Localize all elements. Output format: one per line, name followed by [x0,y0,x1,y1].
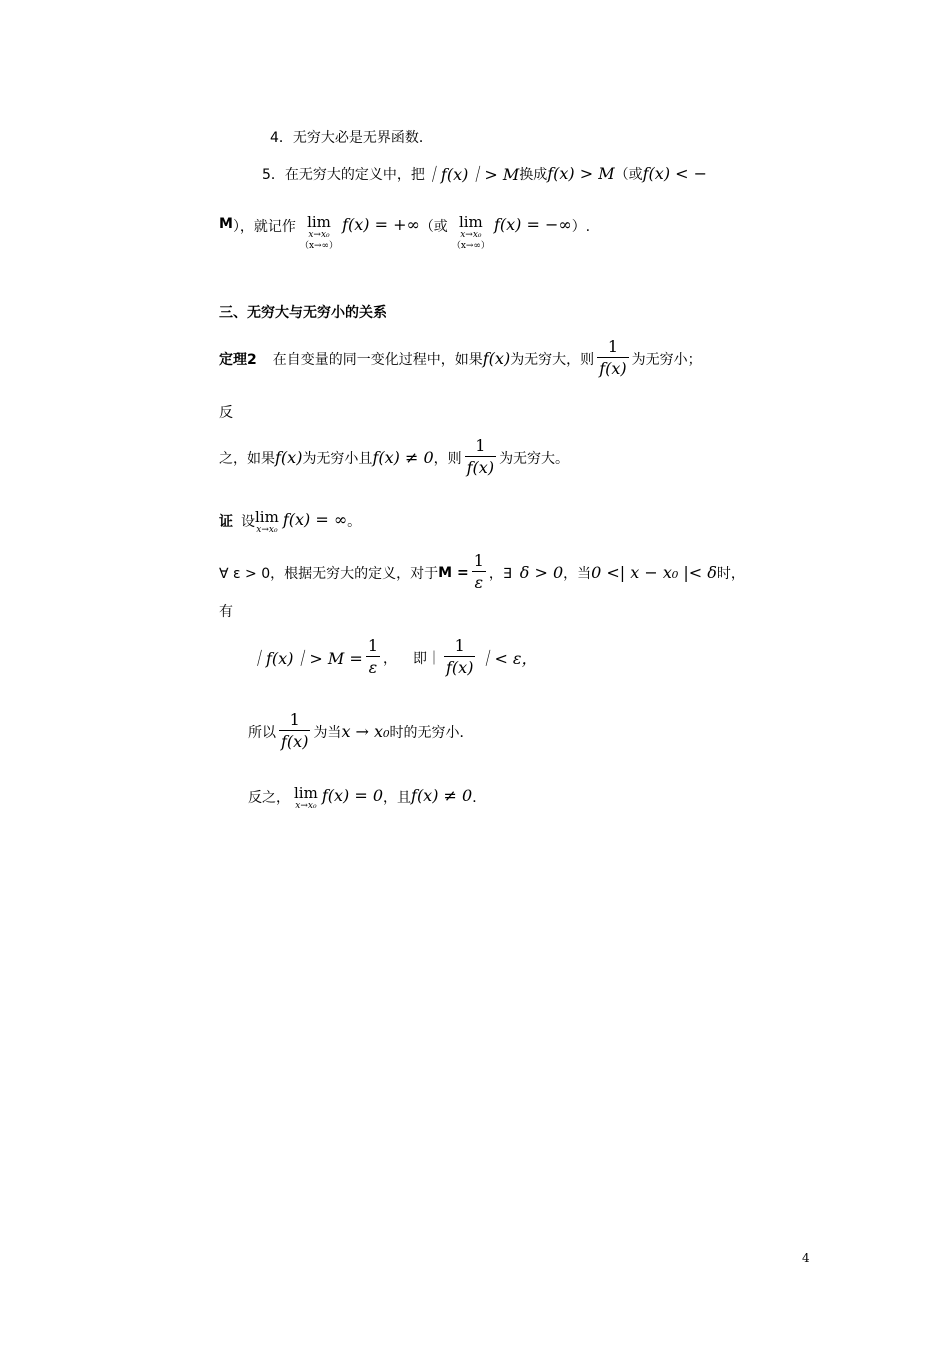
fraction-1-over-eps [366,636,380,679]
fraction-1-over-fx [279,710,310,753]
item-5-M: M [219,216,233,232]
proof-line-2c: ，当 [563,565,592,582]
fraction-numerator: 1 [454,636,465,655]
fraction-numerator: 1 [607,337,618,356]
item-5-line-2 [219,214,590,252]
proof-delta: δ > 0 [519,563,564,582]
fraction-numerator: 1 [289,710,300,729]
theorem-line-1 [219,337,702,380]
theorem-line-2 [219,402,233,422]
item-5-expr-1: f(x) > M [547,164,615,183]
item-5-line-1 [262,162,707,185]
proof-abs-line [250,636,538,679]
theorem-text-3: 为无穷小； [631,351,702,368]
item-5-or-2: （或 [419,219,448,235]
theorem-label: 定理2 [219,351,257,368]
fraction-denominator: f(x) [446,658,474,677]
theorem-fx: f(x) [275,448,303,467]
page-number: 4 [802,1251,810,1265]
fraction-denominator: f(x) [466,458,495,477]
proof-line-have [219,601,233,621]
item-5-result-2: f(x) = −∞ [493,215,572,234]
theorem-text-2: 为无穷大，则 [510,351,595,368]
theorem-fx: f(x) [482,349,511,368]
proof-period: 。 [347,514,362,530]
proof-set: 设 [241,514,255,530]
proof-conv-b: ，且 [383,790,412,806]
fraction-denominator: f(x) [599,359,627,378]
section-heading [219,302,387,322]
item-4 [270,127,433,147]
proof-line-1 [219,509,361,536]
theorem-text-5d: 为无穷大。 [499,450,570,467]
lim-sub: x→x₀ [256,525,278,535]
fraction-denominator: ε [474,573,484,592]
lim-sub-alt: （x→∞） [451,241,490,251]
proof-so-limit: x → x₀ [341,722,390,741]
proof-conv-lim: f(x) = 0 [321,786,384,805]
proof-line-2d: 时， [716,565,745,582]
theorem-text-1: 在自变量的同一变化过程中，如果 [272,351,483,368]
fraction-1-over-fx [444,636,475,679]
lim-word: lim [294,784,318,802]
proof-inequality: 0 <| x − x₀ |< δ [591,563,717,582]
lim-word: lim [458,213,483,231]
proof-abs-b: ， [383,650,397,667]
lim-sub: x→x₀ [460,230,482,240]
theorem-text-5b: 为无穷小且 [302,450,373,467]
proof-so-line [248,710,473,753]
lim-sub: x→x₀ [308,230,330,240]
proof-so: 所以 [248,724,276,741]
limit-expr-4 [294,785,318,812]
section-heading-text: 三、无穷大与无穷小的关系 [219,305,387,321]
item-5-or: （或 [614,166,643,183]
proof-have: 有 [219,604,233,620]
item-5-cont-text: ），就记作 [232,219,296,235]
fraction-numerator: 1 [367,636,378,655]
proof-label: 证 [219,514,233,530]
limit-expr-2 [452,214,490,252]
item-5-mid: 换成 [519,166,548,183]
proof-conv-a: 反之， [248,790,290,806]
fraction-numerator: 1 [475,436,486,455]
theorem-text-5c: ，则 [433,450,462,467]
proof-line-2 [219,551,745,594]
proof-abs-d: ｜< ε， [478,649,538,668]
proof-M-eq: M = [438,564,469,581]
theorem-text-5a: 之，如果 [219,450,275,467]
proof-line-2a: ∀ ε > 0，根据无穷大的定义，对于 [219,565,439,582]
fraction-numerator: 1 [473,551,484,570]
item-5-result-1: f(x) = +∞ [342,215,420,234]
theorem-text-4: 反 [219,405,233,421]
item-5-abs-expr: ｜f(x)｜> M [424,165,520,184]
proof-conv-c: f(x) ≠ 0 [411,786,473,805]
proof-abs-c: ｜ [427,650,441,667]
limit-expr-3 [255,509,279,536]
fraction-1-over-eps [472,551,486,594]
lim-sub: x→x₀ [295,801,317,811]
proof-so-end: 时的无穷小． [389,724,474,741]
lim-word: lim [307,213,331,231]
lim-sub-alt: （x→∞） [299,241,339,251]
proof-so-text: 为当 [313,724,342,741]
proof-conv-d: ． [472,790,487,806]
limit-expr-1 [300,214,338,252]
proof-line-2b: ，∃ [488,565,512,582]
proof-ie: 即 [413,650,427,667]
fraction-denominator: ε [368,658,378,677]
theorem-line-3 [219,436,569,479]
fraction-1-over-fx [465,436,496,479]
proof-abs-a: ｜f(x)｜> M = [250,649,363,668]
fraction-1-over-fx [597,337,628,380]
fraction-denominator: f(x) [281,732,309,751]
proof-converse-line [248,785,486,812]
proof-assume: f(x) = ∞ [282,510,348,529]
lim-word: lim [255,508,279,526]
theorem-condition: f(x) ≠ 0 [372,448,434,467]
item-4-text: 4．无穷大必是无界函数． [270,130,433,146]
item-5-expr-2: f(x) < − [642,164,708,183]
item-5-lead: 5．在无穷大的定义中，把 [262,166,425,183]
item-5-close: ）. [571,219,591,235]
